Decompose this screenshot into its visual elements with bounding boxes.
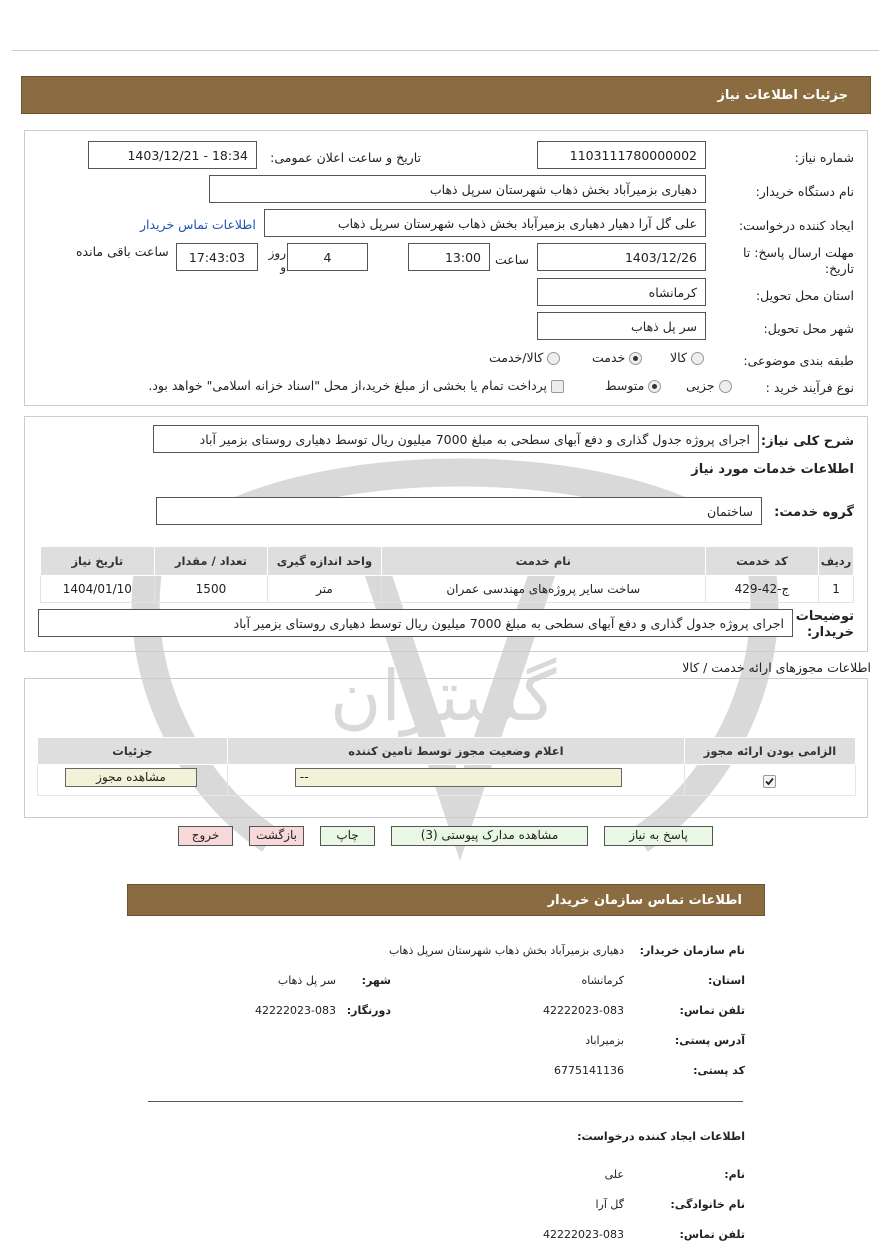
cell-date: 1404/01/10 [41, 576, 155, 603]
contact-fax-value: 42222023-083 [255, 1004, 336, 1017]
purchase-radio-medium[interactable] [648, 380, 661, 393]
deadline-time-field: 13:00 [408, 243, 490, 271]
contact-address-label: آدرس پستی: [674, 1034, 745, 1047]
contact-phone-label: تلفن تماس: [679, 1004, 745, 1017]
creator-name-value: علی [604, 1168, 624, 1181]
category-label: طبقه بندی موضوعی: [743, 353, 854, 368]
remaining-time-field: 17:43:03 [176, 243, 258, 271]
category-radio-service[interactable] [629, 352, 642, 365]
contact-header [127, 884, 765, 916]
watermark-text: گستران [330, 655, 557, 737]
cell-required [684, 765, 855, 796]
deadline-days-label: روز و [268, 246, 286, 274]
remaining-time-label: ساعت باقی مانده [76, 244, 169, 259]
table-row [38, 765, 856, 796]
creator-family-label: نام خانوادگی: [670, 1198, 745, 1211]
requester-field: علی گل آرا دهیار دهیاری بزمیرآباد بخش ذهاب شهرستان سرپل ذهاب [264, 209, 706, 237]
category-option-both[interactable]: کالا/خدمت [489, 350, 560, 365]
cell-unit: متر [268, 576, 381, 603]
reply-button[interactable]: پاسخ به نیاز [604, 826, 713, 846]
attachments-button[interactable]: مشاهده مدارک پیوستی (3) [391, 826, 588, 846]
col-date: تاریخ نیاز [41, 547, 155, 576]
deadline-label: مهلت ارسال پاسخ: تا تاریخ: [743, 245, 854, 276]
deadline-time-label: ساعت [495, 252, 530, 267]
service-group-field: ساختمان [156, 497, 762, 525]
contact-org-label: نام سازمان خریدار: [639, 944, 745, 957]
print-button[interactable]: چاپ [320, 826, 375, 846]
deadline-date-field: 1403/12/26 [537, 243, 706, 271]
creator-name-label: نام: [724, 1168, 745, 1181]
license-table [37, 737, 856, 796]
category-option-service[interactable]: خدمت [592, 350, 642, 365]
contact-header-title: اطلاعات تماس سازمان خریدار [547, 892, 742, 908]
contact-postal-label: کد پستی: [693, 1064, 745, 1077]
top-divider [12, 50, 879, 51]
creator-title: اطلاعات ایجاد کننده درخواست: [577, 1130, 745, 1143]
contact-divider [148, 1101, 743, 1102]
col-unit: واحد اندازه گیری [268, 547, 381, 576]
table-row [41, 576, 854, 603]
page-header-title: جزئیات اطلاعات نیاز [717, 87, 848, 103]
summary-label: شرح کلی نیاز: [760, 434, 854, 449]
contact-city-label: شهر: [361, 974, 391, 987]
contact-city-value: سر پل ذهاب [277, 974, 336, 987]
purchase-option-minor[interactable]: جزیی [686, 378, 732, 393]
page-header [21, 76, 871, 114]
category-radio-goods[interactable] [691, 352, 704, 365]
cell-row: 1 [819, 576, 854, 603]
contact-postal-value: 6775141136 [554, 1064, 624, 1077]
checkmark-icon [764, 776, 775, 787]
treasury-payment-option[interactable]: پرداخت تمام یا بخشی از مبلغ خرید،از محل "اسناد خزانه اسلامی" خواهد بود. [118, 378, 564, 393]
required-checkbox [763, 775, 776, 788]
province-field: کرمانشاه [537, 278, 706, 306]
contact-phone-value: 42222023-083 [543, 1004, 624, 1017]
buyer-notes-label: توضیحات خریدار: [795, 609, 854, 640]
creator-phone-value: 42222023-083 [543, 1228, 624, 1241]
contact-fax-label: دورنگار: [346, 1004, 391, 1017]
contact-address-value: بزمیراباد [585, 1034, 624, 1047]
cell-details [38, 765, 228, 796]
cell-qty: 1500 [154, 576, 267, 603]
buyer-contact-link[interactable]: اطلاعات تماس خریدار [140, 217, 256, 232]
buyer-notes-field: اجرای پروژه جدول گذاری و دفع آبهای سطحی به مبلغ 7000 میلیون ریال توسط دهیاری روستای بزمیر آباد [38, 609, 793, 637]
exit-button[interactable]: خروج [178, 826, 233, 846]
treasury-checkbox[interactable] [551, 380, 564, 393]
col-details: جزئیات [38, 738, 228, 765]
requester-label: ایجاد کننده درخواست: [738, 218, 854, 233]
creator-family-value: گل آرا [595, 1198, 624, 1211]
buyer-org-label: نام دستگاه خریدار: [755, 184, 854, 199]
services-info-title: اطلاعات خدمات مورد نیاز [691, 462, 854, 477]
announce-field: 1403/12/21 - 18:34 [88, 141, 257, 169]
col-row: ردیف [819, 547, 854, 576]
announce-label: تاریخ و ساعت اعلان عمومی: [270, 150, 421, 165]
license-title: اطلاعات مجوزهای ارائه خدمت / کالا [682, 660, 871, 675]
city-label: شهر محل تحویل: [763, 321, 854, 336]
deadline-days-field: 4 [287, 243, 368, 271]
col-status: اعلام وضعیت مجوز توسط تامین کننده [227, 738, 684, 765]
col-name: نام خدمت [381, 547, 705, 576]
purchase-option-medium[interactable]: متوسط [605, 378, 661, 393]
creator-phone-label: تلفن تماس: [679, 1228, 745, 1241]
need-number-field: 1103111780000002 [537, 141, 706, 169]
need-number-label: شماره نیاز: [794, 150, 854, 165]
cell-code: ج-42-429 [705, 576, 818, 603]
col-qty: تعداد / مقدار [154, 547, 267, 576]
purchase-radio-minor[interactable] [719, 380, 732, 393]
service-table [40, 546, 854, 603]
license-status-field[interactable]: -- [295, 768, 622, 787]
purchase-type-label: نوع فرآیند خرید : [765, 380, 854, 395]
category-option-goods[interactable]: کالا [670, 350, 704, 365]
cell-status [227, 765, 684, 796]
buyer-org-field: دهیاری بزمیرآباد بخش ذهاب شهرستان سرپل ذهاب [209, 175, 706, 203]
view-license-button[interactable]: مشاهده مجوز [65, 768, 197, 787]
contact-org-value: دهیاری بزمیرآباد بخش ذهاب شهرستان سرپل ذهاب [388, 944, 624, 957]
cell-name: ساخت سایر پروژه‌های مهندسی عمران [381, 576, 705, 603]
col-code: کد خدمت [705, 547, 818, 576]
contact-province-value: کرمانشاه [581, 974, 624, 987]
col-required: الزامی بودن ارائه مجوز [684, 738, 855, 765]
city-field: سر پل ذهاب [537, 312, 706, 340]
province-label: استان محل تحویل: [755, 288, 854, 303]
contact-province-label: استان: [708, 974, 745, 987]
category-radio-both[interactable] [547, 352, 560, 365]
summary-field: اجرای پروژه جدول گذاری و دفع آبهای سطحی به مبلغ 7000 میلیون ریال توسط دهیاری روستای بزمیر آباد [153, 425, 759, 453]
back-button[interactable]: بازگشت [249, 826, 304, 846]
service-group-label: گروه خدمت: [774, 505, 854, 520]
